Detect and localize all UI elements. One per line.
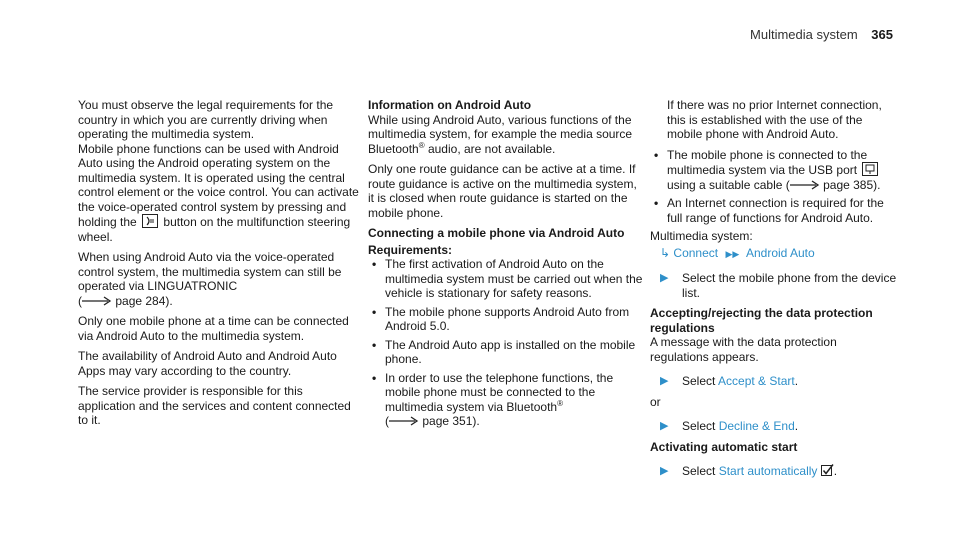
action-triangle-icon: ▶ <box>660 375 669 387</box>
text: . <box>833 464 838 478</box>
page-number: 365 <box>871 27 893 42</box>
page-reference-link[interactable]: page 351). <box>422 414 480 428</box>
registered-mark: ® <box>557 398 563 408</box>
paragraph <box>368 113 646 157</box>
bullet: • <box>372 370 377 385</box>
menu-path <box>650 246 898 262</box>
bullet-list <box>650 148 898 226</box>
requirements-label: Requirements: <box>368 242 453 257</box>
text: Mobile phone functions can be used with Android Auto using the Android operating system on the multimedia system. It is operated using the central control element or the voice control. You can activate the voice-operated control system by pressing and holding the <box>78 141 359 229</box>
checkbox-checked-icon[interactable] <box>821 464 834 481</box>
text: An Internet connection is required for the full range of functions for Android Auto. <box>667 196 884 225</box>
column-1 <box>78 98 360 434</box>
text: If there was no prior Internet connection, this is established with the use of the mobile phone with Android Auto. <box>667 98 882 141</box>
page-reference-link[interactable]: page 385). <box>823 177 881 192</box>
text: In order to use the telephone functions, the mobile phone must be connected to the multimedia system via Bluetooth <box>385 370 614 414</box>
text: Only one mobile phone at a time can be connected via Android Auto to the multimedia system. <box>78 314 349 343</box>
action-triangle-icon: ▶ <box>660 465 669 477</box>
list-item <box>650 196 898 225</box>
right-arrow-icon <box>790 180 820 190</box>
paragraph <box>78 314 360 343</box>
text: button on the multifunction steering wheel. <box>78 215 351 244</box>
bullet: • <box>372 337 377 352</box>
text: A message with the data protection regulations appears. <box>650 335 837 364</box>
text: While using Android Auto, various functions of the multimedia system, for example the media source Bluetooth <box>368 112 633 156</box>
list-item <box>368 305 646 334</box>
right-arrow-icon <box>389 416 419 426</box>
text: Select <box>682 464 716 478</box>
requirements-list <box>368 257 646 429</box>
text: Select the mobile phone from the device list. <box>682 271 897 300</box>
action-step <box>650 374 898 389</box>
menu-item-connect[interactable]: Connect <box>673 245 719 260</box>
registered-mark: ® <box>418 140 425 150</box>
section-heading: Information on Android Auto <box>368 98 532 112</box>
action-step <box>650 419 898 434</box>
list-item <box>650 148 898 193</box>
paragraph <box>650 335 898 364</box>
action-step <box>650 271 898 300</box>
column-2 <box>368 98 646 433</box>
bullet: • <box>372 304 377 319</box>
or-text: or <box>650 394 661 409</box>
multimedia-label: Multimedia system: <box>650 229 753 243</box>
section-heading: Connecting a mobile phone via Android Auto <box>368 226 625 240</box>
action-step <box>650 464 898 481</box>
bullet: • <box>654 196 659 210</box>
text: The mobile phone supports Android Auto from Android 5.0. <box>385 304 630 333</box>
text: . <box>794 374 799 388</box>
paragraph <box>78 384 360 428</box>
page-reference-link[interactable]: page 284). <box>115 293 173 308</box>
text: using a suitable cable ( <box>667 177 790 192</box>
list-item: • In order to use the telephone functions, the mobile phone must be connected to the multimedia system via Bluetooth® ( page 351). <box>372 370 614 428</box>
section-heading: Accepting/rejecting the data protection regulations <box>650 306 873 335</box>
section-title: Multimedia system <box>750 27 858 42</box>
menu-item-android-auto[interactable]: Android Auto <box>745 245 815 260</box>
bullet: • <box>372 257 377 271</box>
text: When using Android Auto via the voice-operated control system, the multimedia system can still be operated via LINGUATRONIC <box>78 250 342 293</box>
right-arrow-icon <box>82 296 112 306</box>
paragraph <box>78 98 360 142</box>
decline-and-end-option[interactable]: Decline & End <box>718 419 795 433</box>
paragraph <box>78 349 360 378</box>
paragraph <box>650 98 898 142</box>
action-triangle-icon: ▶ <box>660 420 669 432</box>
return-arrow-icon: ↳ <box>660 245 671 260</box>
text: The mobile phone is connected to the multimedia system via the USB port <box>667 147 868 177</box>
column-3 <box>650 98 898 487</box>
paragraph: When using Android Auto via the voice-operated control system, the multimedia system can still be operated via LINGUATRONIC ( page 284). <box>78 250 342 308</box>
voice-control-icon <box>142 214 158 228</box>
start-automatically-option[interactable]: Start automatically <box>718 464 818 478</box>
text: The service provider is responsible for this application and the services and content connected to it. <box>78 384 351 427</box>
accept-and-start-option[interactable]: Accept & Start <box>718 374 795 388</box>
text: You must observe the legal requirements for the country in which you are currently driving when operating the multimedia system. <box>78 98 334 141</box>
usb-port-icon <box>862 162 878 176</box>
text: Only one route guidance can be active at a time. If route guidance is active on the multimedia system, it is closed when route guidance is started on the mobile phone. <box>368 162 637 220</box>
text: The availability of Android Auto and Android Auto Apps may vary according to the country. <box>78 349 337 378</box>
section-heading: Activating automatic start <box>650 439 798 454</box>
text: Select <box>682 374 716 388</box>
text: . <box>794 419 799 433</box>
paragraph <box>78 142 360 245</box>
paragraph <box>368 162 646 220</box>
text: The first activation of Android Auto on the multimedia system must be carried out when the vehicle is stationary for safety reasons. <box>385 257 643 300</box>
text: Select <box>682 419 716 433</box>
text: The Android Auto app is installed on the mobile phone. <box>385 337 636 366</box>
text: audio, are not available. <box>424 141 556 156</box>
bullet: • <box>654 147 659 162</box>
list-item <box>368 338 646 367</box>
action-triangle-icon: ▶ <box>660 272 669 284</box>
list-item <box>368 257 646 301</box>
double-arrow-icon: ▶▶ <box>725 248 740 259</box>
page-header <box>750 28 893 43</box>
